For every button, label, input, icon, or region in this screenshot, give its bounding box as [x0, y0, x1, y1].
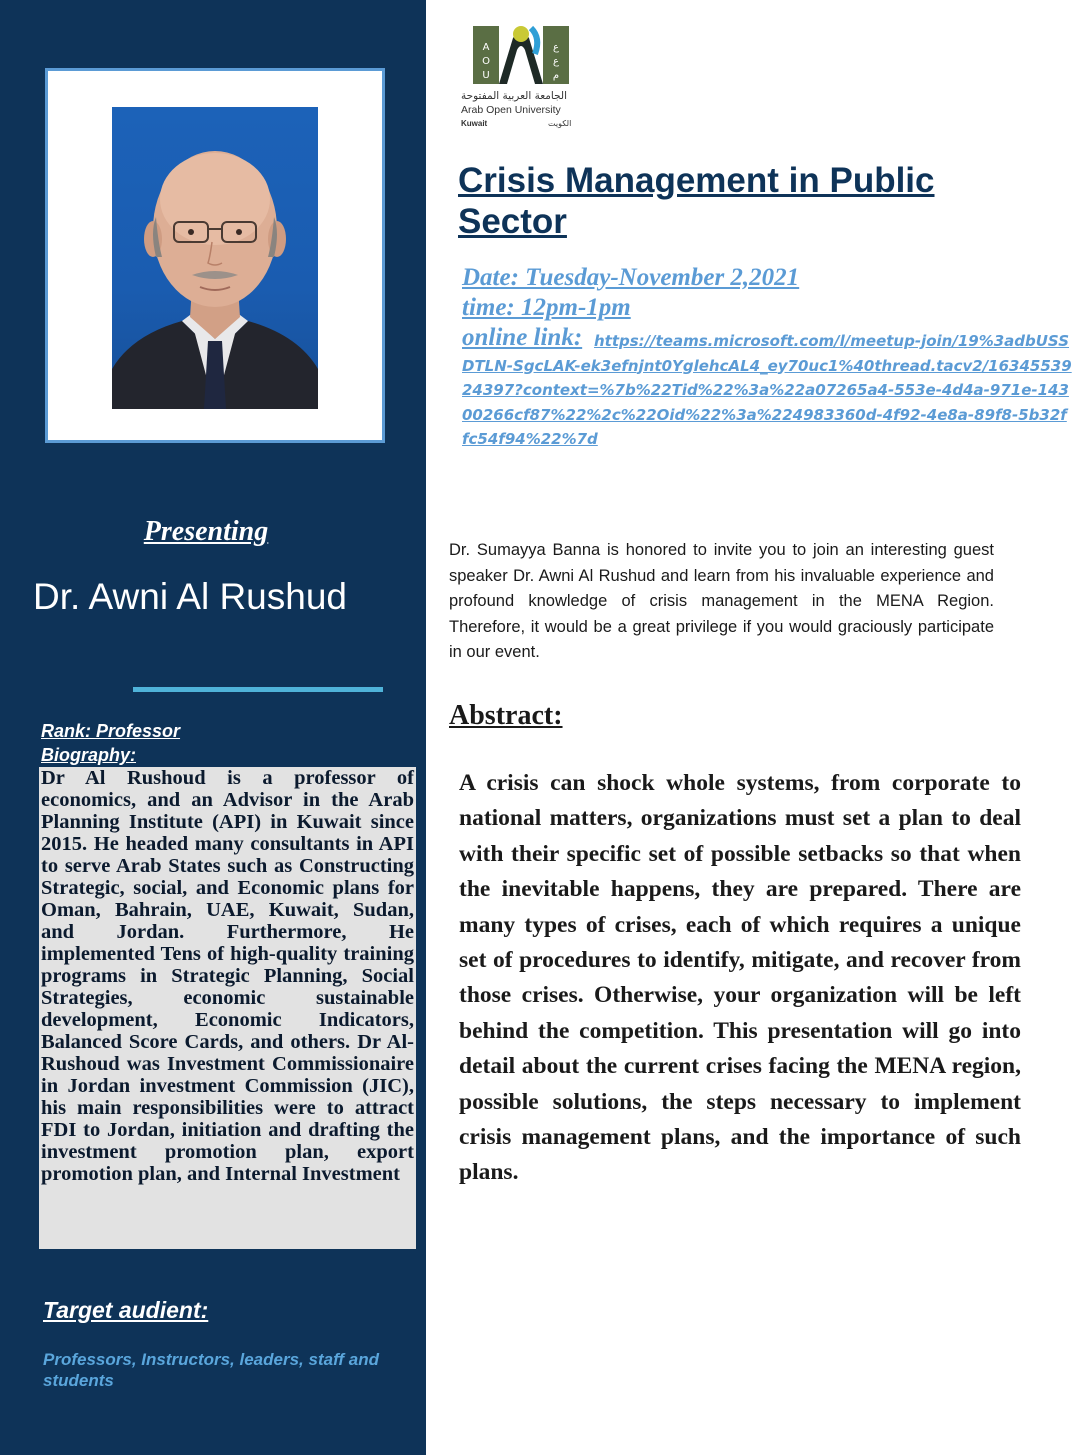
svg-text:ع: ع: [553, 42, 559, 53]
divider-line: [133, 687, 383, 692]
target-audience-label: Target audient:: [43, 1297, 209, 1323]
event-title: Crisis Management in Public Sector: [458, 161, 935, 241]
rank-label: Rank: Professor: [41, 721, 181, 741]
online-meeting-link[interactable]: https://teams.microsoft.com/l/meetup-join/19%3adbUSSDTLN-SgcLAK-ek3efnjnt0YglehcAL4_ey70uc1%40thread.tacv2/1634553924397?context=%7b%22Tid%22%3a%22a07265a4-553e-4d4a-971e-14300266cf87%22%2c%22Oid%22%3a%224983360d-4f92-4e8a-89f8-5b32ffc54f94%22%7d: [462, 332, 1072, 448]
logo-name-arabic: الجامعة العربية المفتوحة: [461, 90, 567, 102]
svg-text:م: م: [552, 70, 560, 81]
svg-text:O: O: [482, 56, 490, 67]
online-link-label: online link:: [462, 324, 583, 351]
speaker-photo: [112, 107, 318, 409]
biography-label: Biography:: [41, 745, 137, 765]
speaker-portrait-image: [112, 107, 318, 409]
abstract-text: A crisis can shock whole systems, from corporate to national matters, organizations must set a plan to deal with their specific set of possible setbacks so that when the inevitable happens, they are prepared. There are many types of crises, each of which requires a unique set of procedures to identify, mitigate, and recover from those crises. Otherwise, your organization will be left behind the competition. This presentation will go into detail about the current crises facing the MENA region, possible solutions, the steps necessary to implement crisis management plans, and the importance of such plans.: [459, 770, 1021, 1186]
speaker-photo-frame: [45, 68, 385, 443]
event-date: Date: Tuesday-November 2,2021: [462, 264, 800, 291]
logo-branch-arabic: الكويت: [548, 119, 572, 128]
biography-text: Dr Al Rushoud is a professor of economics, and an Advisor in the Arab Planning Institute (API) in Kuwait since 2015. He headed many consultants in API to serve Arab States such as Constructing Strategic, social, and Economic plans for Oman, Bahrain, UAE, Kuwait, Sudan, and Jordan. Furthermore, He implemented Tens of high-quality training programs in Strategic Planning, Social Strategies, economic sustainable development, Economic Indicators, Balanced Score Cards, and others. Dr Al-Rushoud was Investment Commissionaire in Jordan investment Commission (JIC), his main responsibilities were to attract FDI to Jordan, initiation and drafting the investment promotion plan, export promotion plan, and Internal Investment: [39, 767, 416, 1249]
target-audience-text: Professors, Instructors, leaders, staff and students: [43, 1350, 380, 1390]
logo-branch-english: Kuwait: [461, 119, 488, 128]
abstract-heading: Abstract:: [449, 700, 563, 731]
event-time: time: 12pm-1pm: [462, 294, 631, 321]
presenting-label: Presenting: [143, 516, 269, 547]
svg-text:ع: ع: [553, 56, 559, 67]
logo-name-english: Arab Open University: [461, 104, 561, 116]
speaker-sidebar: [0, 0, 426, 1455]
svg-text:A: A: [482, 42, 490, 53]
speaker-name: Dr. Awni Al Rushud: [33, 576, 347, 617]
invitation-text: Dr. Sumayya Banna is honored to invite you to join an interesting guest speaker Dr. Awni Al Rushud and learn from his invaluable experience and profound knowledge of crisis management in the MENA Region. Therefore, it would be a great privilege if you would graciously participate in our event.: [449, 541, 994, 661]
svg-text:U: U: [482, 70, 490, 81]
